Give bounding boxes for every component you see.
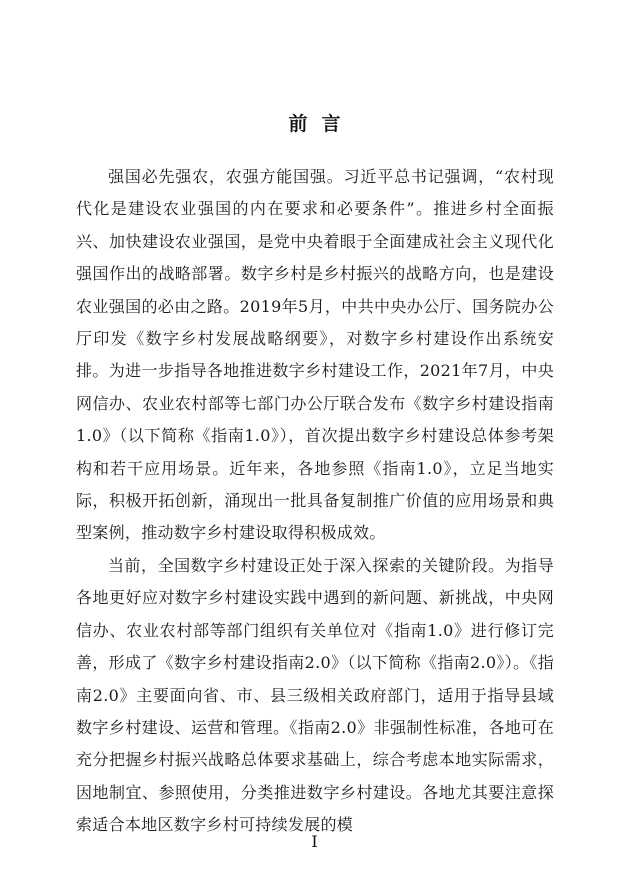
paragraph-1: 强国必先强农，农强方能国强。习近平总书记强调，“农村现代化是建设农业强国的内在要求和必要条件”。推进乡村全面振兴、加快建设农业强国，是党中央着眼于全面建成社会主义现代化强国作出的战略部署。数字乡村是乡村振兴的战略方向，也是建设农业强国的必由之路。2019年5月，中共中央办公厅、国务院办公厅印发《数字乡村发展战略纲要》，对数字乡村建设作出系统安排。为进一步指导各地推进数字乡村建设工作，2021年7月，中央网信办、农业农村部等七部门办公厅联合发布《数字乡村建设指南1.0》（以下简称《指南1.0》），首次提出数字乡村建设总体参考架构和若干应用场景。近年来，各地参照《指南1.0》，立足当地实际，积极开拓创新，涌现出一批具备复制推广价值的应用场景和典型案例，推动数字乡村建设取得积极成效。 [76,167,554,543]
paragraph-2: 当前，全国数字乡村建设正处于深入探索的关键阶段。为指导各地更好应对数字乡村建设实践中遇到的新问题、新挑战，中央网信办、农业农村部等部门组织有关单位对《指南1.0》进行修订完善，形成了《数字乡村建设指南2.0》（以下简称《指南2.0》）。《指南2.0》主要面向省、市、县三级相关政府部门，适用于指导县域数字乡村建设、运营和管理。《指南2.0》非强制性标准，各地可在充分把握乡村振兴战略总体要求基础上，综合考虑本地实际需求，因地制宜、参照使用，分类推进数字乡村建设。各地尤其要注意探索适合本地区数字乡村可持续发展的模 [76,555,554,835]
page-number: I [311,832,318,851]
body-text [76,161,554,842]
page-title: 前言 [288,113,355,135]
